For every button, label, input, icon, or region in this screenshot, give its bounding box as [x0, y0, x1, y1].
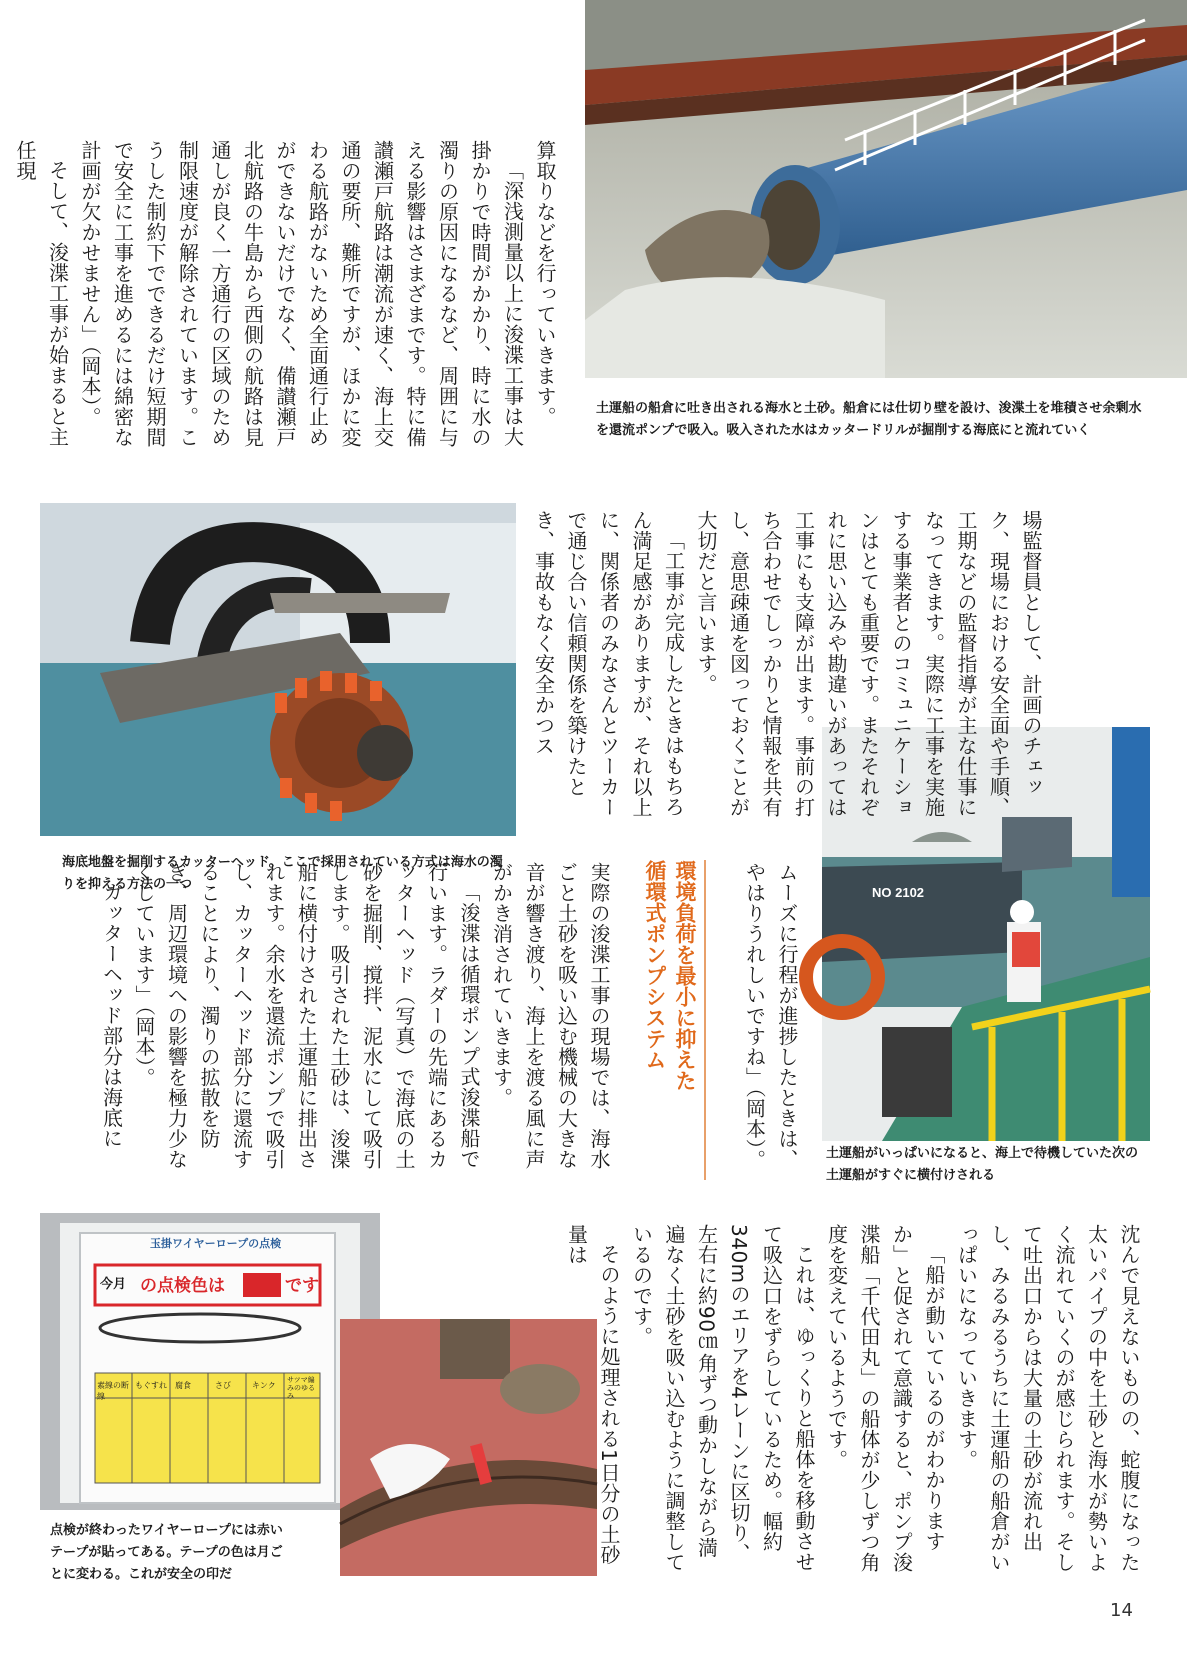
- text-block-mid-right: [531, 510, 1047, 833]
- section-heading-line-1: 環境負荷を最小に抑えた: [673, 860, 697, 1091]
- sign-month-label: 今月: [100, 1277, 127, 1292]
- section-heading: [640, 860, 706, 1180]
- cutter-head-photo: [40, 503, 516, 836]
- page-number: 14: [1110, 1600, 1133, 1621]
- paragraph: そのように処理される1日分の土砂量は: [564, 1224, 621, 1565]
- paragraph: 「浚渫は循環ポンプ式浚渫船で行います。ラダーの先端にあるカッターヘッド（写真）で海底の土砂を掘削、撹拌、泥水にして吸引します。吸引された土砂は、浚渫船に横付けされた土運船に排出されます。余水を還流ポンプで吸引し、カッターヘッド部分に還流することにより、濁りの拡散を防ぎ、周辺環境への影響を極力少なくしています」（岡本）。: [132, 862, 481, 1170]
- sign-title: 玉掛ワイヤーロープの点検: [150, 1237, 282, 1250]
- sign-item-4: さび: [215, 1381, 231, 1390]
- paragraph: 算取りなどを行っていきます。: [533, 140, 557, 427]
- sign-item-6: サツマ編みのゆるみ: [287, 1376, 315, 1400]
- barge-number-label: NO 2102: [872, 885, 925, 900]
- sign-item-3: 腐食: [175, 1381, 191, 1390]
- paragraph: 「工事が完成したときはもちろん満足感がありますが、それ以上に、関係者のみなさんとツーカーで通じ合い信頼関係を築けたとき、事故もなく安全かつス: [531, 510, 686, 818]
- caption-wire-rope: 点検が終わったワイヤーロープには赤いテープが貼ってある。テープの色は月ごとに変わる。これが安全の印だ: [50, 1523, 283, 1582]
- paragraph: ムーズに行程が進捗したときは、やはりうれしいですね」（岡本）。: [742, 862, 799, 1170]
- wire-rope-sign-photo: [40, 1213, 380, 1510]
- paragraph: 場監督員として、計画のチェック、現場における安全面や手順、工期などの監督指導が主な仕事になってきます。実際に工事を実施する事業者とのコミュニケーションはとても重要です。またそれぞれに思い込みや勘違いがあっては工事にも支障が出ます。事前の打ち合わせでしっかりと情報を共有し、意思疎通を図っておくことが大切だと言います。: [694, 510, 1043, 818]
- text-block-top-left: [13, 140, 561, 463]
- pipe-discharge-photo: [585, 0, 1187, 378]
- paragraph: これは、ゆっくりと船体を移動させて吸込口をずらしているため。幅約340mのエリアを4レーンに区切り、左右に約90㎝角ずつ動かしながら満遍なく土砂を吸い込むように調整しているのです。: [629, 1224, 816, 1573]
- paragraph: カッターヘッド部分は海底に: [99, 882, 124, 1149]
- paragraph: 「船が動いているのがわかりますか」と促されて意識すると、ポンプ浚渫船「千代田丸」の船体が少しずつ角度を変えているようです。: [824, 1224, 946, 1573]
- sign-item-2: もぐすれ: [135, 1381, 167, 1390]
- caption-barge: 土運船がいっぱいになると、海上で待機していた次の土運船がすぐに横付けされる: [826, 1146, 1139, 1183]
- section-heading-line-2: 循環式ポンプシステム: [643, 860, 667, 1070]
- text-block-bottom-right: [405, 1224, 1145, 1576]
- sign-desu-label: です: [285, 1276, 319, 1296]
- text-block-continuation: [735, 862, 803, 1187]
- text-block-mid-left: [99, 862, 615, 1187]
- paragraph: 沈んで見えないものの、蛇腹になった太いパイプの中を土砂と海水が勢いよく流れていくのが感じられます。そして吐出口からは大量の土砂が流れ出し、みるみるうちに土運船の船倉がいっぱいになっていきます。: [954, 1224, 1141, 1573]
- sign-item-1: 素線の断線: [97, 1381, 129, 1401]
- caption-cutter-head: 海底地盤を掘削するカッターヘッド。ここで採用されている方式は海水の濁りを抑える方法の一つ: [62, 855, 503, 892]
- paragraph: 実際の浚渫工事の現場では、海水ごと土砂を吸い込む機械の大きな音が響き渡り、海上を渡る風に声がかき消されていきます。: [489, 862, 611, 1170]
- paragraph: 「深浅測量以上に浚渫工事は大掛かりで時間がかかり、時に水の濁りの原因になるなど、周囲に与える影響はさまざまです。特に備讃瀬戸航路は潮流が速く、海上交通の要所、難所ですが、ほかに変わる航路がないため全面通行止めができないだけでなく、備讃瀬戸北航路の牛島から西側の航路は見通しが良く一方通行の区域のため制限速度が解除されています。こうした制約下でできるだけ短期間で安全に工事を進めるには綿密な計画が欠かせません」（岡本）。: [78, 140, 525, 448]
- sign-item-5: キンク: [252, 1381, 276, 1390]
- paragraph: そして、浚渫工事が始まると主任現: [13, 140, 70, 447]
- sign-color-label: の点検色は: [140, 1276, 225, 1296]
- caption-pipe-photo: 土運船の船倉に吐き出される海水と土砂。船倉には仕切り壁を設け、浚渫土を堆積させ余剰水を還流ポンプで吸入。吸入された水はカッタードリルが掘削する海底にと流れていく: [596, 401, 1142, 438]
